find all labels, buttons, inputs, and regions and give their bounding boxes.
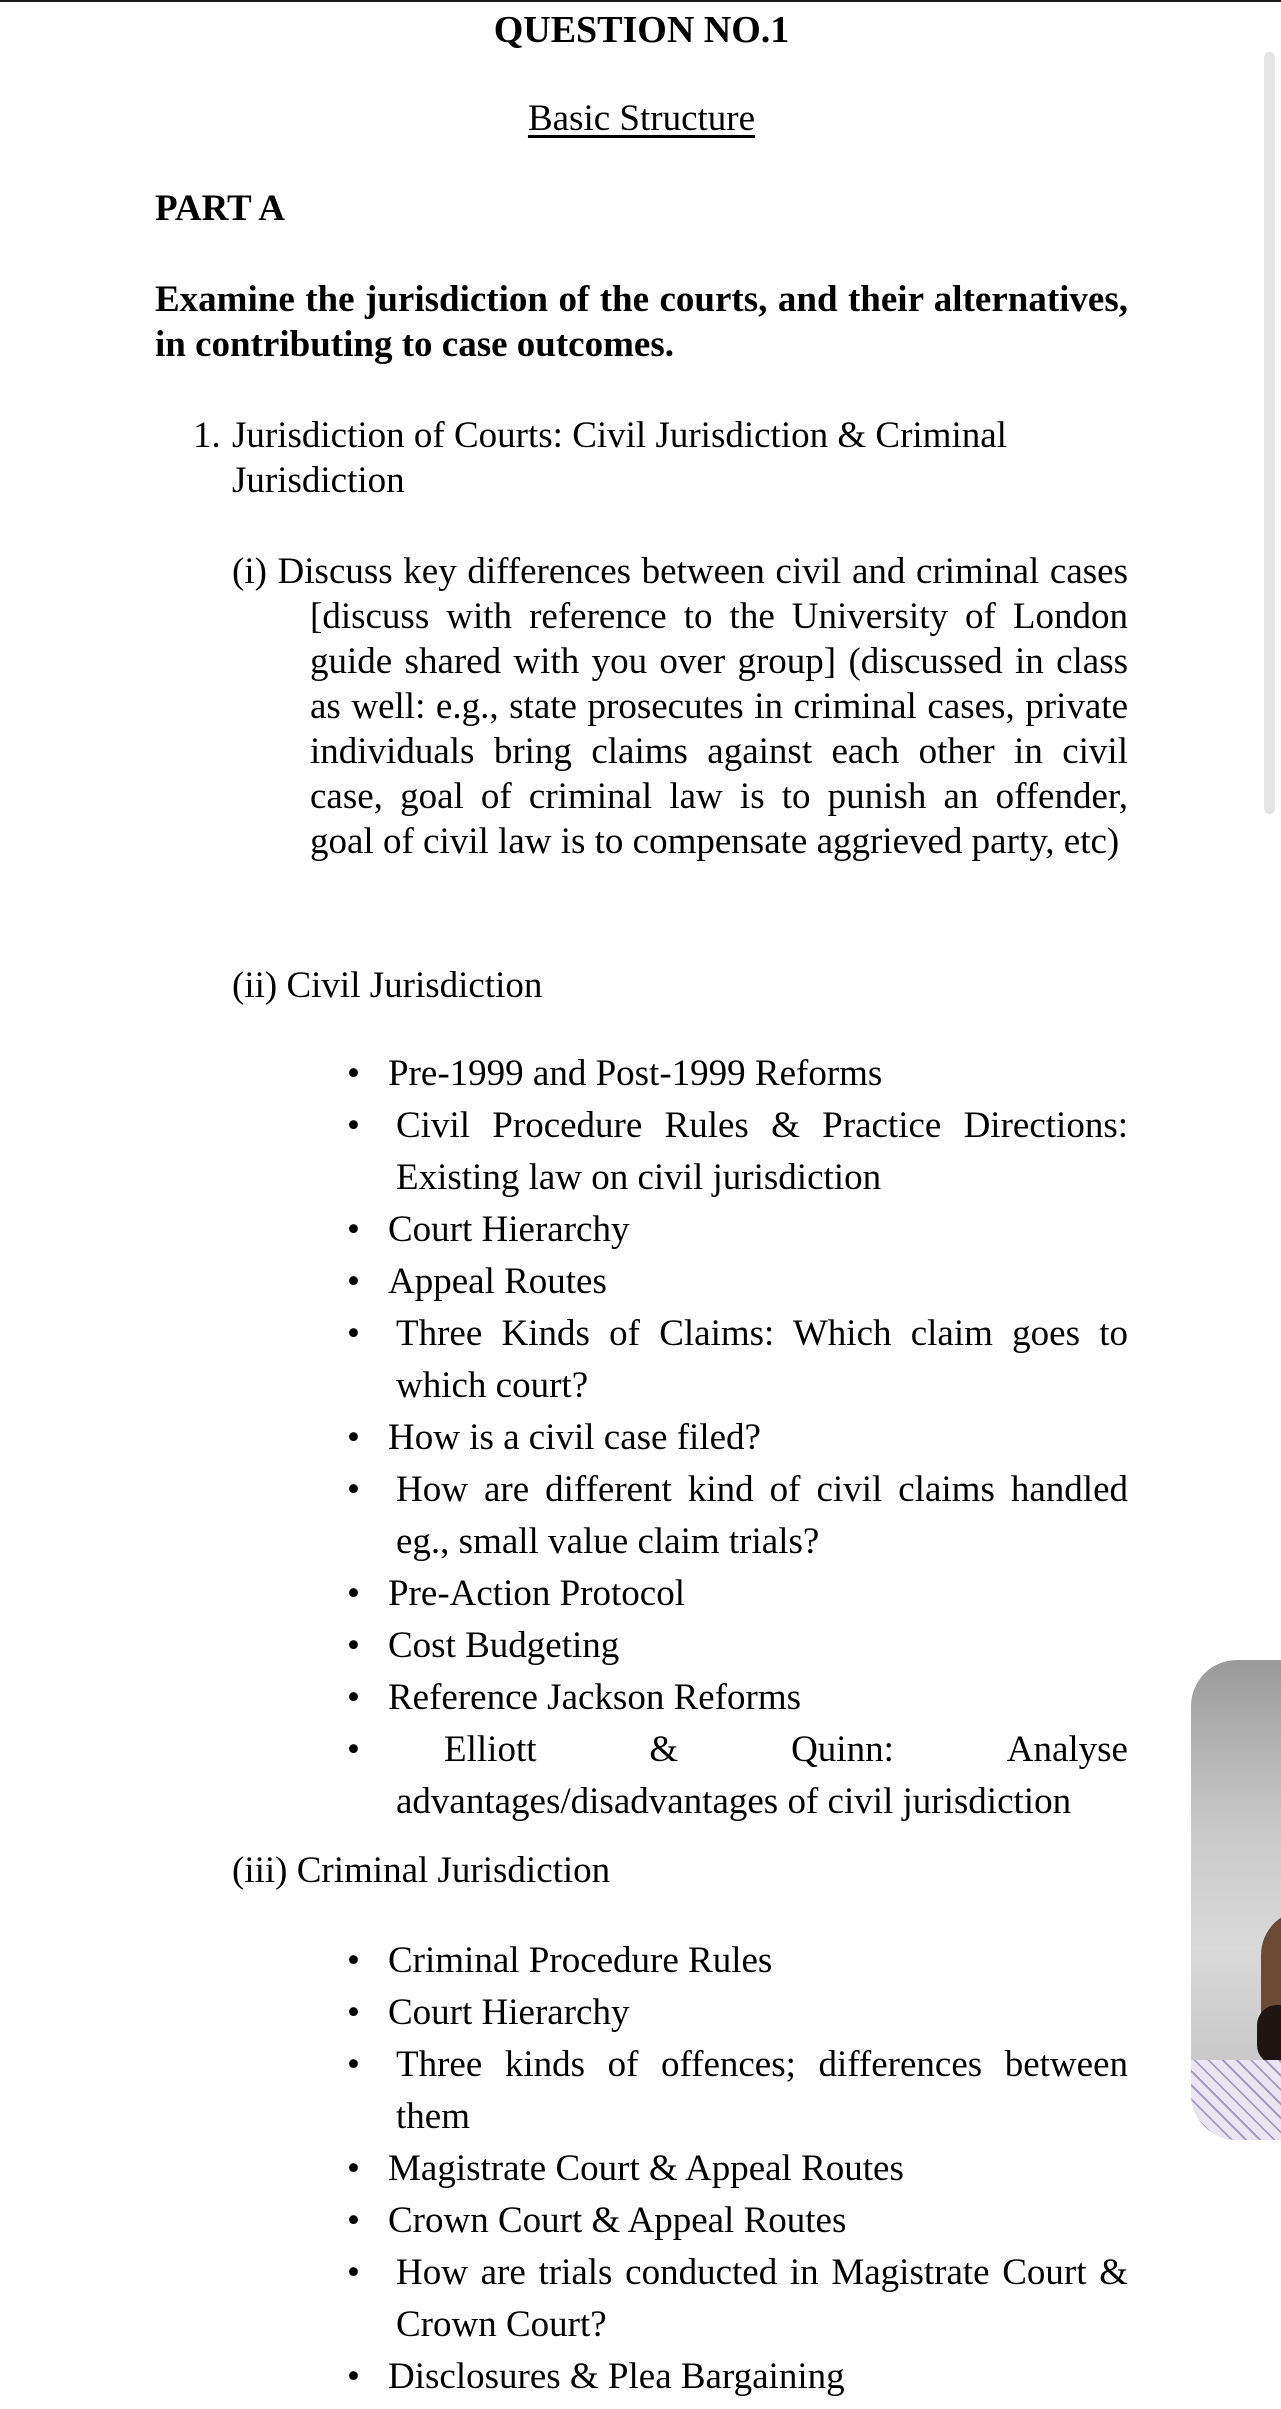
subsection-ii-heading: (ii) Civil Jurisdiction	[232, 965, 543, 1006]
list-item: • Appeal Routes	[347, 1256, 1128, 1308]
list-item: • Pre-Action Protocol	[347, 1568, 1128, 1620]
bullet-icon: •	[347, 1573, 360, 1614]
list-item: • Three kinds of offences; differences between them	[347, 2039, 1128, 2143]
list-item: • How are trials conducted in Magistrate Court & Crown Court?	[347, 2247, 1128, 2351]
bullet-icon: •	[347, 1992, 360, 2033]
participant-shirt	[1191, 2060, 1281, 2140]
list-item: • Three Kinds of Claims: Which claim goes to which court?	[347, 1308, 1128, 1412]
bullet-icon: •	[347, 1729, 360, 1770]
bullet-icon: •	[347, 2356, 360, 2397]
bullet-icon: •	[347, 1417, 360, 1458]
list-item: • Crown Court & Appeal Routes	[347, 2195, 1128, 2247]
bullet-icon: •	[347, 1105, 360, 1146]
list-item: • Criminal Procedure Rules	[347, 1935, 1128, 1987]
civil-bullet-list	[347, 1048, 1128, 1828]
bullet-icon: •	[347, 1469, 360, 1510]
question-text: Examine the jurisdiction of the courts, and their alternatives, in contributing to case outcomes.	[155, 279, 1128, 365]
list-item: • Disclosures & Plea Bargaining	[347, 2351, 1128, 2403]
part-heading: PART A	[155, 188, 285, 229]
list-item: • Civil Procedure Rules & Practice Directions: Existing law on civil jurisdiction	[347, 1100, 1128, 1204]
bullet-icon: •	[347, 1209, 360, 1250]
bullet-icon: •	[347, 2044, 360, 2085]
scrollbar[interactable]	[1264, 52, 1275, 814]
subsection-iii-heading: (iii) Criminal Jurisdiction	[232, 1850, 611, 1891]
list-item: • Court Hierarchy	[347, 1204, 1128, 1256]
bullet-icon: •	[347, 1677, 360, 1718]
criminal-bullet-list	[347, 1935, 1128, 2403]
list-item: • Magistrate Court & Appeal Routes	[347, 2143, 1128, 2195]
list-item: • Elliott & Quinn: Analyse advantages/disadvantages of civil jurisdiction	[347, 1724, 1128, 1828]
top-divider	[0, 0, 1281, 2]
bullet-icon: •	[347, 1261, 360, 1302]
item-line-2: Jurisdiction	[232, 460, 405, 501]
bullet-icon: •	[347, 2252, 360, 2293]
page-title: QUESTION NO.1	[493, 9, 790, 51]
list-item: • How are different kind of civil claims handled eg., small value claim trials?	[347, 1464, 1128, 1568]
item-line-1: Jurisdiction of Courts: Civil Jurisdiction & Criminal	[232, 415, 1007, 456]
participant-beard	[1257, 2005, 1281, 2065]
list-item: • Court Hierarchy	[347, 1987, 1128, 2039]
bullet-icon: •	[347, 2148, 360, 2189]
list-item: • Cost Budgeting	[347, 1620, 1128, 1672]
spread-line: Elliott & Quinn: Analyse	[444, 1729, 1128, 1770]
numbered-item-1	[193, 413, 1128, 503]
bullet-icon: •	[347, 1053, 360, 1094]
bullet-icon: •	[347, 2200, 360, 2241]
list-item: • Reference Jackson Reforms	[347, 1672, 1128, 1724]
list-item: • Pre-1999 and Post-1999 Reforms	[347, 1048, 1128, 1100]
bullet-icon: •	[347, 1940, 360, 1981]
video-call-thumbnail[interactable]	[1191, 1660, 1281, 2140]
subsection-i-text: (i) Discuss key differences between civil and criminal cases [discuss with reference to the University of London guide shared with you over group] (discussed in class as well: e.g., state prosecutes in criminal cases, private individuals bring claims against each other in civil case, goal of criminal law is to punish an offender, goal of civil law is to compensate aggrieved party, etc)	[232, 551, 1128, 862]
bullet-icon: •	[347, 1625, 360, 1666]
bullet-icon: •	[347, 1313, 360, 1354]
page-subtitle: Basic Structure	[527, 98, 756, 139]
item-number: 1.	[193, 415, 221, 456]
list-item: • How is a civil case filed?	[347, 1412, 1128, 1464]
